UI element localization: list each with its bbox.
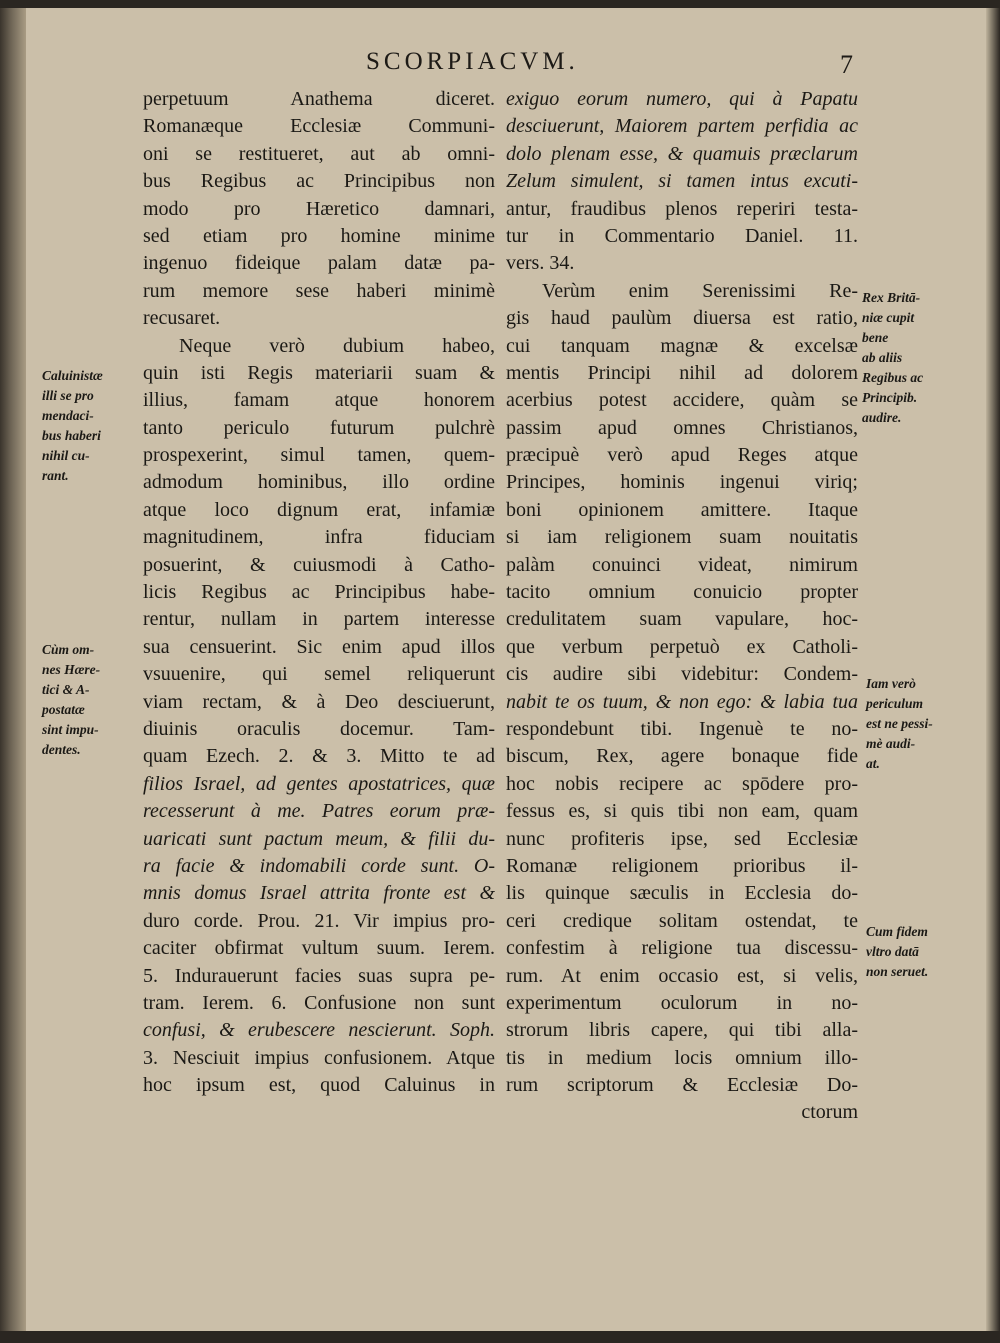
- text-line: tacito omnium conuicio propter: [506, 581, 858, 604]
- right-column: [506, 86, 858, 1127]
- text-line: passim apud omnes Christianos,: [506, 416, 858, 439]
- marginal-note-calvinists: Caluinistæ illi se pro mendaci- bus haberi nihil cu- rant.: [42, 368, 103, 483]
- text-line: hoc nobis recipere ac spōdere pro-: [506, 772, 858, 795]
- text-line: quin isti Regis materiarii suam &: [143, 361, 495, 384]
- text-line: tram. Ierem. 6. Confusione non sunt: [143, 991, 495, 1014]
- text-line: ra facie & indomabili corde sunt. O-: [143, 854, 495, 877]
- marginal-note-danger: Iam verò periculum est ne pessi- mè audi- at.: [866, 676, 933, 771]
- text-line: antur, fraudibus plenos reperiri testa-: [506, 197, 858, 220]
- text-line: acerbius potest accidere, quàm se: [506, 389, 858, 412]
- text-line: admodum hominibus, illo ordine: [143, 471, 495, 494]
- text-line: mnis domus Israel attrita fronte est &: [143, 882, 495, 905]
- text-line: vsuuenire, qui semel reliquerunt: [143, 663, 495, 686]
- page-edge-bottom: [0, 1331, 1000, 1343]
- text-line: vers. 34.: [506, 252, 575, 275]
- text-line: atque loco dignum erat, infamiæ: [143, 498, 495, 521]
- text-line: que verbum perpetuò ex Catholi-: [506, 635, 858, 658]
- text-line: cis audire sibi videbitur: Condem-: [506, 663, 858, 686]
- text-line: confestim à religione tua discessu-: [506, 937, 858, 960]
- text-line: rum scriptorum & Ecclesiæ Do-: [506, 1074, 858, 1097]
- text-line: Romanæ religionem prioribus il-: [506, 854, 858, 877]
- text-line: illius, famam atque honorem: [143, 389, 495, 412]
- text-line: Zelum simulent, si tamen intus excuti-: [506, 170, 858, 193]
- catchword: ctorum: [801, 1101, 858, 1124]
- page-edge-top: [0, 0, 1000, 8]
- text-line: sua censuerint. Sic enim apud illos: [143, 635, 495, 658]
- text-line: prospexerint, simul tamen, quem-: [143, 444, 495, 467]
- text-line: gis haud paulùm diuersa est ratio,: [506, 307, 858, 330]
- text-line: credulitatem suam vapulare, hoc-: [506, 608, 858, 631]
- text-line: perpetuum Anathema diceret.: [143, 88, 495, 110]
- marginal-note-king-britain: Rex Britā- niæ cupit bene ab aliis Regibus ac Principib. audire.: [862, 290, 924, 425]
- text-line: ceri credique solitam ostendat, te: [506, 909, 858, 932]
- text-line: si iam religionem suam nouitatis: [506, 526, 858, 549]
- text-line: 3. Nesciuit impius confusionem. Atque: [143, 1046, 495, 1069]
- text-line: Verùm enim Serenissimi Re-: [542, 279, 858, 302]
- text-line: bus Regibus ac Principibus non: [143, 170, 495, 193]
- text-line: sed etiam pro homine minime: [143, 224, 495, 247]
- text-line: desciuerunt, Maiorem partem perfidia ac: [506, 115, 858, 138]
- text-line: cui tanquam magnæ & excelsæ: [506, 334, 858, 357]
- text-line: rentur, nullam in partem interesse: [143, 608, 495, 631]
- text-line: biscum, Rex, agere bonaque fide: [506, 745, 858, 768]
- text-line: dolo plenam esse, & quamuis præclarum: [506, 142, 858, 165]
- text-line: recusaret.: [143, 307, 221, 330]
- text-line: Neque verò dubium habeo,: [179, 334, 495, 357]
- text-line: caciter obfirmat vultum suum. Ierem.: [143, 937, 495, 960]
- text-line: præcipuè verò apud Reges atque: [506, 444, 858, 467]
- text-line: mentis Principi nihil ad dolorem: [506, 361, 858, 384]
- text-line: respondebunt tibi. Ingenuè te no-: [506, 717, 858, 740]
- text-line: modo pro Hæretico damnari,: [143, 197, 495, 220]
- text-line: duro corde. Prou. 21. Vir impius pro-: [143, 909, 495, 932]
- text-line: diuinis oraculis docemur. Tam-: [143, 717, 495, 740]
- text-line: recesserunt à me. Patres eorum præ-: [143, 800, 495, 823]
- text-line: magnitudinem, infra fiduciam: [143, 526, 495, 549]
- text-line: Principes, hominis ingenui viriq;: [506, 471, 858, 494]
- text-line: nunc profiteris ipse, sed Ecclesiæ: [506, 827, 858, 850]
- text-line: quam Ezech. 2. & 3. Mitto te ad: [143, 745, 495, 768]
- text-line: rum. At enim occasio est, si velis,: [506, 964, 858, 987]
- text-line: Romanæque Ecclesiæ Communi-: [143, 115, 495, 138]
- text-line: nabit te os tuum, & non ego: & labia tua: [506, 690, 858, 713]
- marginal-note-heretics: Cùm om- nes Hære- tici & A- postatæ sint impu- dentes.: [42, 642, 101, 757]
- text-line: strorum libris capere, qui tibi alla-: [506, 1019, 858, 1042]
- running-head: SCORPIACVM.: [366, 48, 579, 75]
- page-edge-right: [986, 0, 1000, 1343]
- page-number: 7: [840, 50, 853, 79]
- text-line: hoc ipsum est, quod Caluinus in: [143, 1074, 495, 1097]
- text-line: uaricati sunt pactum meum, & filii du-: [143, 827, 495, 850]
- text-line: posuerint, & cuiusmodi à Catho-: [143, 553, 495, 576]
- text-line: boni opinionem amittere. Itaque: [506, 498, 858, 521]
- binding-gutter: [0, 0, 26, 1343]
- text-line: lis quinque sæculis in Ecclesia do-: [506, 882, 858, 905]
- text-line: rum memore sese haberi minimè: [143, 279, 495, 302]
- text-line: licis Regibus ac Principibus habe-: [143, 581, 495, 604]
- marginal-note-faith: Cum fidem vltro datā non seruet.: [866, 924, 929, 979]
- text-line: exiguo eorum numero, qui à Papatu: [506, 88, 858, 110]
- text-line: confusi, & erubescere nescierunt. Soph.: [143, 1019, 495, 1042]
- text-line: tis in medium locis omnium illo-: [506, 1046, 858, 1069]
- text-line: experimentum oculorum in no-: [506, 991, 858, 1014]
- text-line: fessus es, si quis tibi non eam, quam: [506, 800, 858, 823]
- text-line: viam rectam, & à Deo desciuerunt,: [143, 690, 495, 713]
- text-line: filios Israel, ad gentes apostatrices, quæ: [143, 772, 495, 795]
- text-line: palàm conuinci videat, nimirum: [506, 553, 858, 576]
- text-line: ingenuo fideique palam datæ pa-: [143, 252, 495, 275]
- text-line: 5. Indurauerunt facies suas supra pe-: [143, 964, 495, 987]
- text-line: tanto periculo futurum pulchrè: [143, 416, 495, 439]
- left-column: [143, 86, 495, 1099]
- text-line: tur in Commentario Daniel. 11.: [506, 224, 858, 247]
- text-line: oni se restitueret, aut ab omni-: [143, 142, 495, 165]
